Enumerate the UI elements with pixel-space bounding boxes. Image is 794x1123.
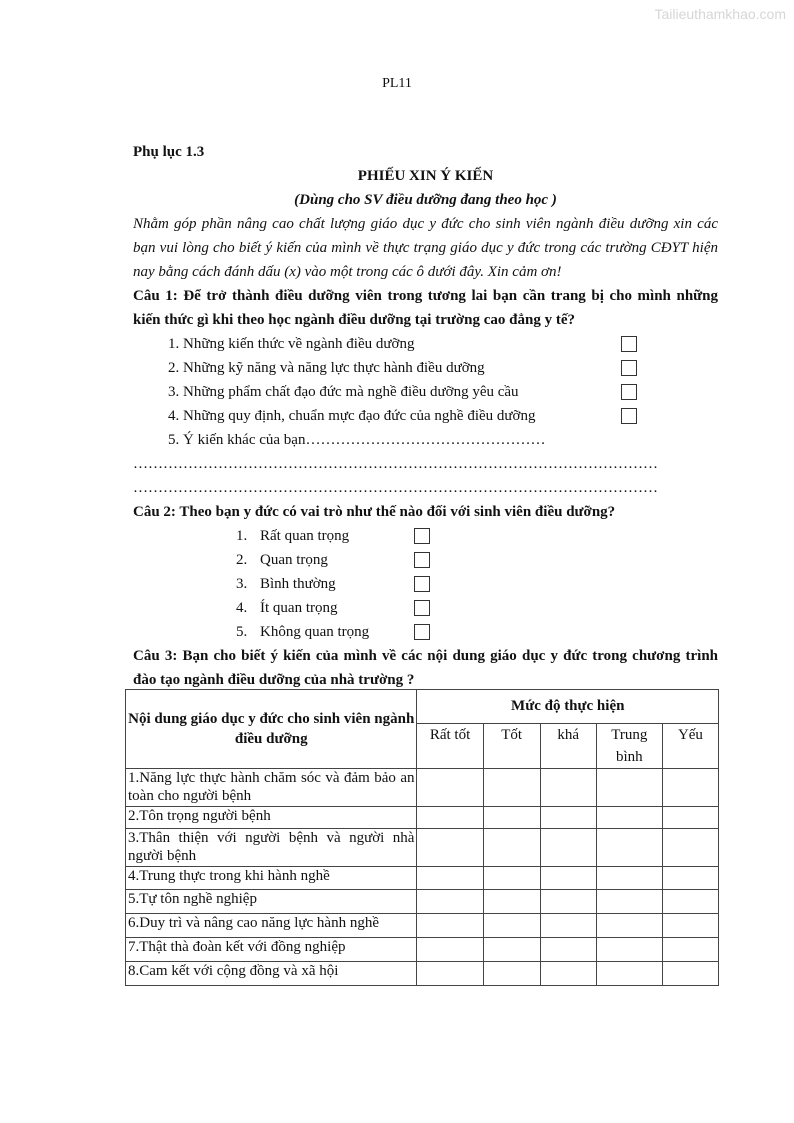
rating-cell[interactable]	[417, 938, 483, 962]
question-3: Câu 3: Bạn cho biết ý kiến của mình về các nội dung giáo dục y đức trong chương trình đào tạo ngành điều dưỡng của nhà trường ?	[133, 648, 718, 688]
q2-option	[133, 620, 718, 644]
rating-cell[interactable]	[596, 867, 662, 890]
rating-cell[interactable]	[540, 938, 596, 962]
q2-option	[133, 596, 718, 620]
table-row	[126, 829, 719, 867]
table-row	[126, 867, 719, 890]
rating-cell[interactable]	[662, 938, 718, 962]
question-1: Câu 1: Để trở thành điều dưỡng viên trong tương lai bạn cần trang bị cho mình những kiến thức gì khi theo học ngành điều dưỡng tại trường cao đẳng y tế?	[133, 288, 718, 328]
option-label: Không quan trọng	[260, 624, 370, 640]
option-label: Quan trọng	[260, 552, 328, 568]
rating-cell[interactable]	[662, 807, 718, 829]
checkbox[interactable]	[414, 528, 430, 544]
q2-option	[133, 572, 718, 596]
rating-cell[interactable]	[417, 962, 483, 986]
q1-options	[133, 332, 718, 452]
q2-option	[133, 548, 718, 572]
rating-cell[interactable]	[540, 829, 596, 867]
q1-option	[133, 404, 718, 428]
option-number: 3.	[236, 576, 248, 592]
level-header: Trung bình	[596, 724, 662, 769]
checkbox[interactable]	[621, 384, 637, 400]
form-content	[133, 140, 718, 692]
rating-cell[interactable]	[540, 867, 596, 890]
rating-cell[interactable]	[662, 769, 718, 807]
option-label: 3. Những phẩm chất đạo đức mà nghề điều dưỡng yêu cầu	[168, 384, 519, 400]
row-content: 1.Năng lực thực hành chăm sóc và đảm bảo an toàn cho người bệnh	[126, 769, 417, 807]
rating-cell[interactable]	[417, 829, 483, 867]
checkbox[interactable]	[621, 336, 637, 352]
rating-cell[interactable]	[662, 867, 718, 890]
level-header: khá	[540, 724, 596, 769]
rating-cell[interactable]	[662, 829, 718, 867]
table-row	[126, 938, 719, 962]
form-subtitle: (Dùng cho SV điều dưỡng đang theo học )	[294, 192, 557, 208]
q1-option	[133, 380, 718, 404]
checkbox[interactable]	[414, 624, 430, 640]
watermark: Tailieuthamkhao.com	[654, 6, 786, 22]
rating-cell[interactable]	[483, 867, 540, 890]
question-2: Câu 2: Theo bạn y đức có vai trò như thế nào đối với sinh viên điều dưỡng?	[133, 504, 616, 520]
option-label: 1. Những kiến thức về ngành điều dưỡng	[168, 336, 415, 352]
rating-cell[interactable]	[596, 938, 662, 962]
rating-cell[interactable]	[417, 890, 483, 914]
rating-cell[interactable]	[417, 867, 483, 890]
checkbox[interactable]	[621, 360, 637, 376]
level-header: Rất tốt	[417, 724, 483, 769]
level-group-header: Mức độ thực hiện	[417, 690, 719, 724]
q2-options	[133, 524, 718, 644]
table-row	[126, 769, 719, 807]
q3-rating-table	[125, 689, 719, 986]
table-row	[126, 962, 719, 986]
content-column-header: Nội dung giáo dục y đức cho sinh viên ngành điều dưỡng	[126, 690, 417, 769]
rating-cell[interactable]	[540, 962, 596, 986]
option-label: 4. Những quy định, chuẩn mực đạo đức của nghề điều dưỡng	[168, 408, 536, 424]
row-content: 7.Thật thà đoàn kết với đồng nghiệp	[126, 938, 417, 962]
rating-cell[interactable]	[540, 914, 596, 938]
rating-cell[interactable]	[662, 962, 718, 986]
rating-cell[interactable]	[596, 829, 662, 867]
option-number: 2.	[236, 552, 248, 568]
rating-cell[interactable]	[540, 769, 596, 807]
rating-cell[interactable]	[483, 829, 540, 867]
rating-cell[interactable]	[662, 914, 718, 938]
form-title: PHIẾU XIN Ý KIẾN	[357, 168, 494, 184]
level-header: Yếu	[662, 724, 718, 769]
rating-cell[interactable]	[483, 807, 540, 829]
rating-cell[interactable]	[596, 769, 662, 807]
option-number: 5.	[236, 624, 248, 640]
table-row	[126, 890, 719, 914]
rating-cell[interactable]	[596, 807, 662, 829]
row-content: 3.Thân thiện với người bệnh và người nhà người bệnh	[126, 829, 417, 867]
rating-cell[interactable]	[540, 890, 596, 914]
answer-line[interactable]: ……………………………………………………………………………………………	[133, 456, 658, 472]
row-content: 2.Tôn trọng người bệnh	[126, 807, 417, 829]
rating-cell[interactable]	[540, 807, 596, 829]
table-row	[126, 914, 719, 938]
other-opinion-field[interactable]: 5. Ý kiến khác của bạn…………………………………………	[168, 432, 546, 448]
checkbox[interactable]	[414, 552, 430, 568]
table-row	[126, 807, 719, 829]
rating-cell[interactable]	[483, 914, 540, 938]
rating-cell[interactable]	[483, 769, 540, 807]
answer-line[interactable]: ……………………………………………………………………………………………	[133, 480, 658, 496]
rating-cell[interactable]	[417, 914, 483, 938]
intro-text: Nhằm góp phần nâng cao chất lượng giáo dục y đức cho sinh viên ngành điều dưỡng xin các bạn vui lòng cho biết ý kiến của mình về thực trạng giáo dục y đức trong các trường CĐYT hiện nay bằng cách đánh dấu (x) vào một trong các ô dưới đây. Xin cảm ơn!	[133, 216, 718, 280]
rating-cell[interactable]	[596, 890, 662, 914]
checkbox[interactable]	[621, 408, 637, 424]
rating-cell[interactable]	[596, 914, 662, 938]
option-label: Rất quan trọng	[260, 528, 350, 544]
rating-cell[interactable]	[483, 938, 540, 962]
row-content: 4.Trung thực trong khi hành nghề	[126, 867, 417, 890]
row-content: 6.Duy trì và nâng cao năng lực hành nghề	[126, 914, 417, 938]
option-number: 4.	[236, 600, 248, 616]
page-number: PL11	[382, 76, 412, 91]
rating-cell[interactable]	[417, 769, 483, 807]
row-content: 5.Tự tôn nghề nghiệp	[126, 890, 417, 914]
option-number: 1.	[236, 528, 248, 544]
option-label: 2. Những kỹ năng và năng lực thực hành điều dưỡng	[168, 360, 485, 376]
checkbox[interactable]	[414, 600, 430, 616]
q1-option	[133, 356, 718, 380]
rating-cell[interactable]	[417, 807, 483, 829]
rating-cell[interactable]	[483, 962, 540, 986]
q1-option	[133, 332, 718, 356]
option-label: Ít quan trọng	[260, 600, 338, 616]
rating-cell[interactable]	[483, 890, 540, 914]
option-label: Bình thường	[260, 576, 336, 592]
row-content: 8.Cam kết với cộng đồng và xã hội	[126, 962, 417, 986]
level-header: Tốt	[483, 724, 540, 769]
rating-cell[interactable]	[662, 890, 718, 914]
appendix-label: Phụ lục 1.3	[133, 144, 205, 160]
rating-cell[interactable]	[596, 962, 662, 986]
checkbox[interactable]	[414, 576, 430, 592]
q2-option	[133, 524, 718, 548]
